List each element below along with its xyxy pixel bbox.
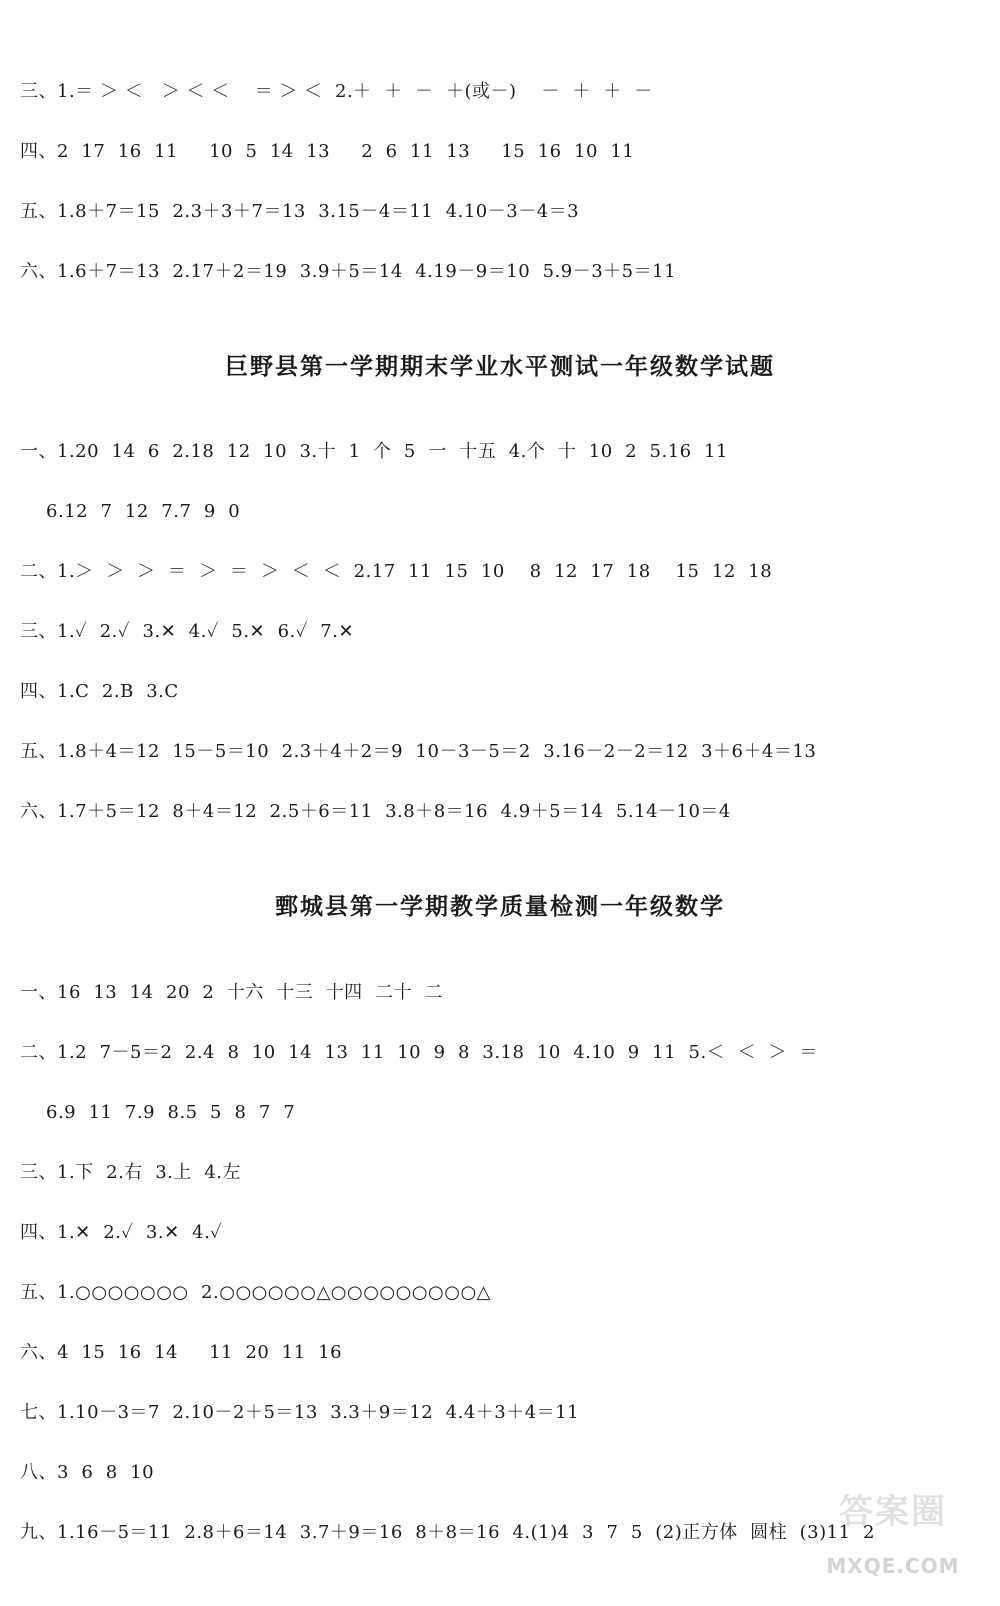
answer-line-yi: 一、16 13 14 20 2 十六 十三 十四 二十 二 [20, 982, 444, 1003]
watermark-main-text: 答案圈 [839, 1492, 947, 1532]
answer-line-si: 四、1.C 2.B 3.C [20, 681, 179, 702]
watermark-sub-text: MXQE.COM [826, 1554, 960, 1578]
answer-line-qi: 七、1.10－3＝7 2.10－2＋5＝13 3.3＋9＝12 4.4＋3＋4＝11 [20, 1402, 580, 1423]
answer-line-liu: 六、1.6＋7＝13 2.17＋2＝19 3.9＋5＝14 4.19－9＝10 5.9－3＋5＝11 [20, 261, 677, 282]
answer-line-liu: 六、4 15 16 14 11 20 11 16 [20, 1342, 343, 1363]
answer-line-yi: 一、1.20 14 6 2.18 12 10 3.十 1 个 5 一 十五 4.个 十 10 2 5.16 11 [20, 441, 728, 462]
answer-line-san: 三、1.下 2.右 3.上 4.左 [20, 1162, 242, 1183]
answer-line-er-cont: 6.9 11 7.9 8.5 5 8 7 7 [46, 1102, 296, 1123]
answer-line-er: 二、1.2 7－5＝2 2.4 8 10 14 13 11 10 9 8 3.18 10 4.10 9 11 5.＜ ＜ ＞ ＝ [20, 1042, 819, 1063]
answer-line-si: 四、2 17 16 11 10 5 14 13 2 6 11 13 15 16 10 11 [20, 141, 635, 162]
answer-line-ba: 八、3 6 8 10 [20, 1462, 155, 1483]
answer-line-liu: 六、1.7＋5＝12 8＋4＝12 2.5＋6＝11 3.8＋8＝16 4.9＋5＝14 5.14－10＝4 [20, 801, 731, 822]
answer-line-wu: 五、1.8＋7＝15 2.3＋3＋7＝13 3.15－4＝11 4.10－3－4＝3 [20, 201, 580, 222]
answer-line-si: 四、1.✕ 2.✓ 3.✕ 4.✓ [20, 1222, 223, 1243]
answer-line-san: 三、1.＝ ＞ ＜ ＞ ＜ ＜ ＝ ＞ ＜ 2.＋ ＋ － ＋(或－) － ＋ ＋ － [20, 81, 653, 102]
answer-line-jiu: 九、1.16－5＝11 2.8＋6＝14 3.7＋9＝16 8＋8＝16 4.(1)4 3 7 5 (2)正方体 圆柱 (3)11 2 [20, 1522, 875, 1543]
section-title-juye: 巨野县第一学期期末学业水平测试一年级数学试题 [225, 354, 775, 380]
answer-line-san: 三、1.✓ 2.✓ 3.✕ 4.✓ 5.✕ 6.✓ 7.✕ [20, 621, 355, 642]
answer-line-yi-cont: 6.12 7 12 7.7 9 0 [46, 501, 241, 522]
answer-line-er: 二、1.＞ ＞ ＞ ＝ ＞ ＝ ＞ ＜ ＜ 2.17 11 15 10 8 12 17 18 15 12 18 [20, 561, 773, 582]
answer-line-wu: 五、1.8＋4＝12 15－5＝10 2.3＋4＋2＝9 10－3－5＝2 3.16－2－2＝12 3＋6＋4＝13 [20, 741, 817, 762]
section-title-juancheng: 鄄城县第一学期教学质量检测一年级数学 [275, 894, 725, 920]
answer-line-wu: 五、1.○○○○○○○ 2.○○○○○○△○○○○○○○○○△ [20, 1282, 492, 1303]
